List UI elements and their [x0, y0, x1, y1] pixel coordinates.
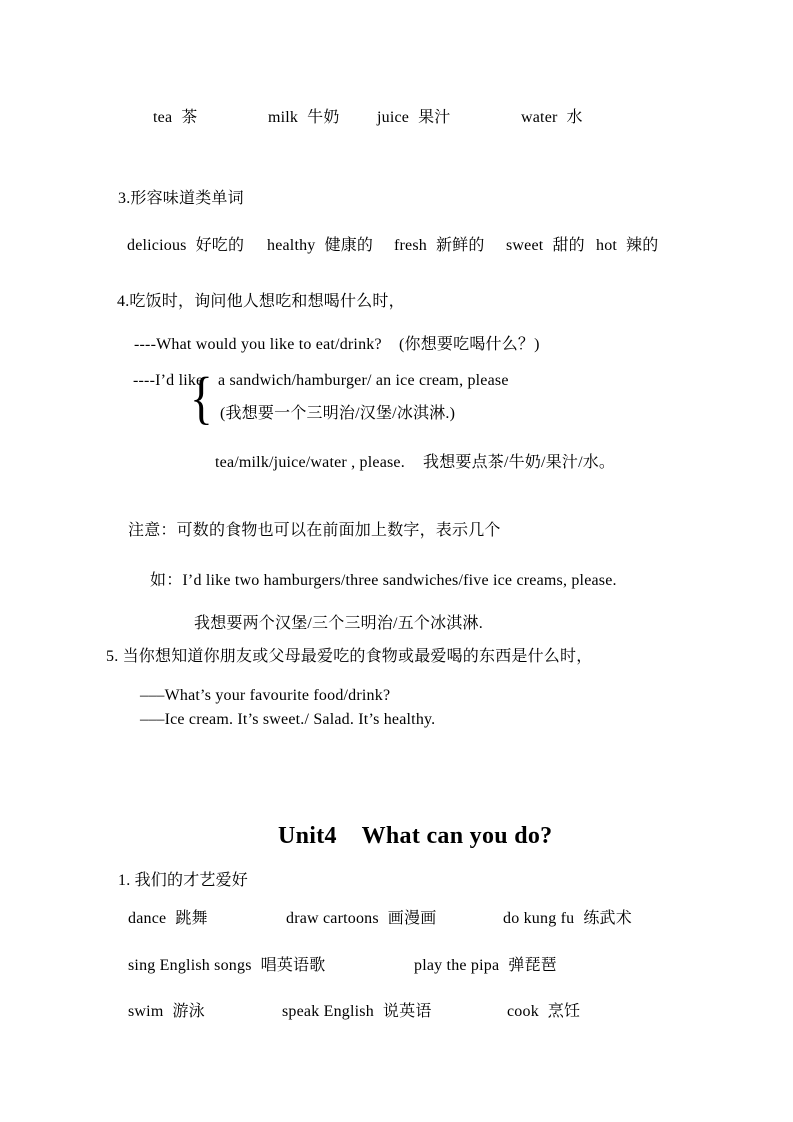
vocab-pair-play-the-pipa	[414, 956, 557, 976]
en-word: draw cartoons	[286, 910, 379, 927]
zh-word: 果汁	[418, 109, 451, 126]
unit4-title: Unit4 What can you do?	[278, 823, 553, 849]
vocab-pair-sing-english-songs	[128, 956, 325, 976]
zh-word: 跳舞	[175, 910, 208, 927]
en-word: fresh	[394, 237, 427, 254]
answer-like-food-zh: (我想要一个三明治/汉堡/冰淇淋.)	[220, 405, 456, 422]
en-word: delicious	[127, 237, 187, 254]
en-word: milk	[268, 109, 299, 126]
zh-word: 弹琵琶	[508, 957, 557, 974]
en-word: healthy	[267, 237, 316, 254]
en-word: water	[521, 109, 558, 126]
unit4-section1-heading: 1. 我们的才艺爱好	[118, 872, 249, 889]
en-word: sing English songs	[128, 957, 252, 974]
vocab-pair-juice	[377, 108, 451, 128]
vocab-pair-sweet	[506, 236, 585, 256]
vocab-pair-dance	[128, 909, 208, 929]
answer-like-drink-en: tea/milk/juice/water , please.	[215, 454, 405, 471]
en-word: play the pipa	[414, 957, 500, 974]
answer-favourite: –––Ice cream. It’s sweet./ Salad. It’s healthy.	[140, 711, 436, 728]
vocab-pair-milk	[268, 108, 340, 128]
question-eat-en: ----What would you like to eat/drink?	[134, 336, 382, 353]
zh-word: 画漫画	[387, 910, 437, 927]
en-word: swim	[128, 1003, 164, 1020]
section4-heading: 4.吃饭时，询问他人想吃和想喝什么时，	[117, 293, 405, 310]
zh-word: 新鲜的	[435, 237, 485, 254]
en-word: speak English	[282, 1003, 374, 1020]
vocab-pair-delicious	[127, 236, 244, 256]
vocab-pair-tea	[153, 108, 197, 128]
zh-word: 烹饪	[547, 1003, 581, 1020]
section3-heading: 3.形容味道类单词	[118, 190, 244, 207]
zh-word: 健康的	[324, 237, 374, 254]
zh-word: 练武术	[583, 910, 632, 927]
answer-like-lead: ----I’d like	[133, 372, 204, 389]
en-word: do kung fu	[503, 910, 575, 927]
en-word: dance	[128, 910, 167, 927]
vocab-pair-hot	[596, 236, 658, 256]
zh-word: 唱英语歌	[260, 957, 326, 974]
vocab-pair-water	[521, 108, 583, 128]
vocab-pair-draw-cartoons	[286, 909, 436, 929]
en-word: juice	[377, 109, 410, 126]
vocab-pair-fresh	[394, 236, 485, 256]
zh-word: 茶	[181, 109, 198, 126]
answer-like-food-en: a sandwich/hamburger/ an ice cream, please	[218, 372, 509, 389]
en-word: hot	[596, 237, 618, 254]
note-example-zh: 我想要两个汉堡/三个三明治/五个冰淇淋.	[194, 615, 483, 632]
zh-word: 牛奶	[307, 109, 340, 126]
left-brace: {	[190, 365, 213, 430]
vocab-pair-cook	[507, 1002, 580, 1022]
vocab-pair-healthy	[267, 236, 373, 256]
en-word: tea	[153, 109, 173, 126]
en-word: cook	[507, 1003, 539, 1020]
section5-heading: 5. 当你想知道你朋友或父母最爱吃的食物或最爱喝的东西是什么时，	[106, 648, 593, 665]
note-line: 注意：可数的食物也可以在前面加上数字，表示几个	[128, 522, 501, 539]
zh-word: 甜的	[552, 237, 585, 254]
question-favourite: –––What’s your favourite food/drink?	[140, 687, 391, 704]
zh-word: 辣的	[626, 237, 659, 254]
zh-word: 好吃的	[195, 237, 245, 254]
zh-word: 说英语	[382, 1003, 432, 1020]
zh-word: 游泳	[172, 1003, 205, 1020]
note-example-en: 如：I’d like two hamburgers/three sandwiches/five ice creams, please.	[150, 572, 617, 589]
answer-like-drink-zh: 我想要点茶/牛奶/果汁/水。	[423, 454, 616, 471]
vocab-pair-do-kung-fu	[503, 909, 632, 929]
question-eat-zh: (你想要吃喝什么？)	[399, 336, 540, 353]
vocab-pair-swim	[128, 1002, 205, 1022]
zh-word: 水	[566, 109, 583, 126]
vocab-pair-speak-english	[282, 1002, 432, 1022]
en-word: sweet	[506, 237, 544, 254]
